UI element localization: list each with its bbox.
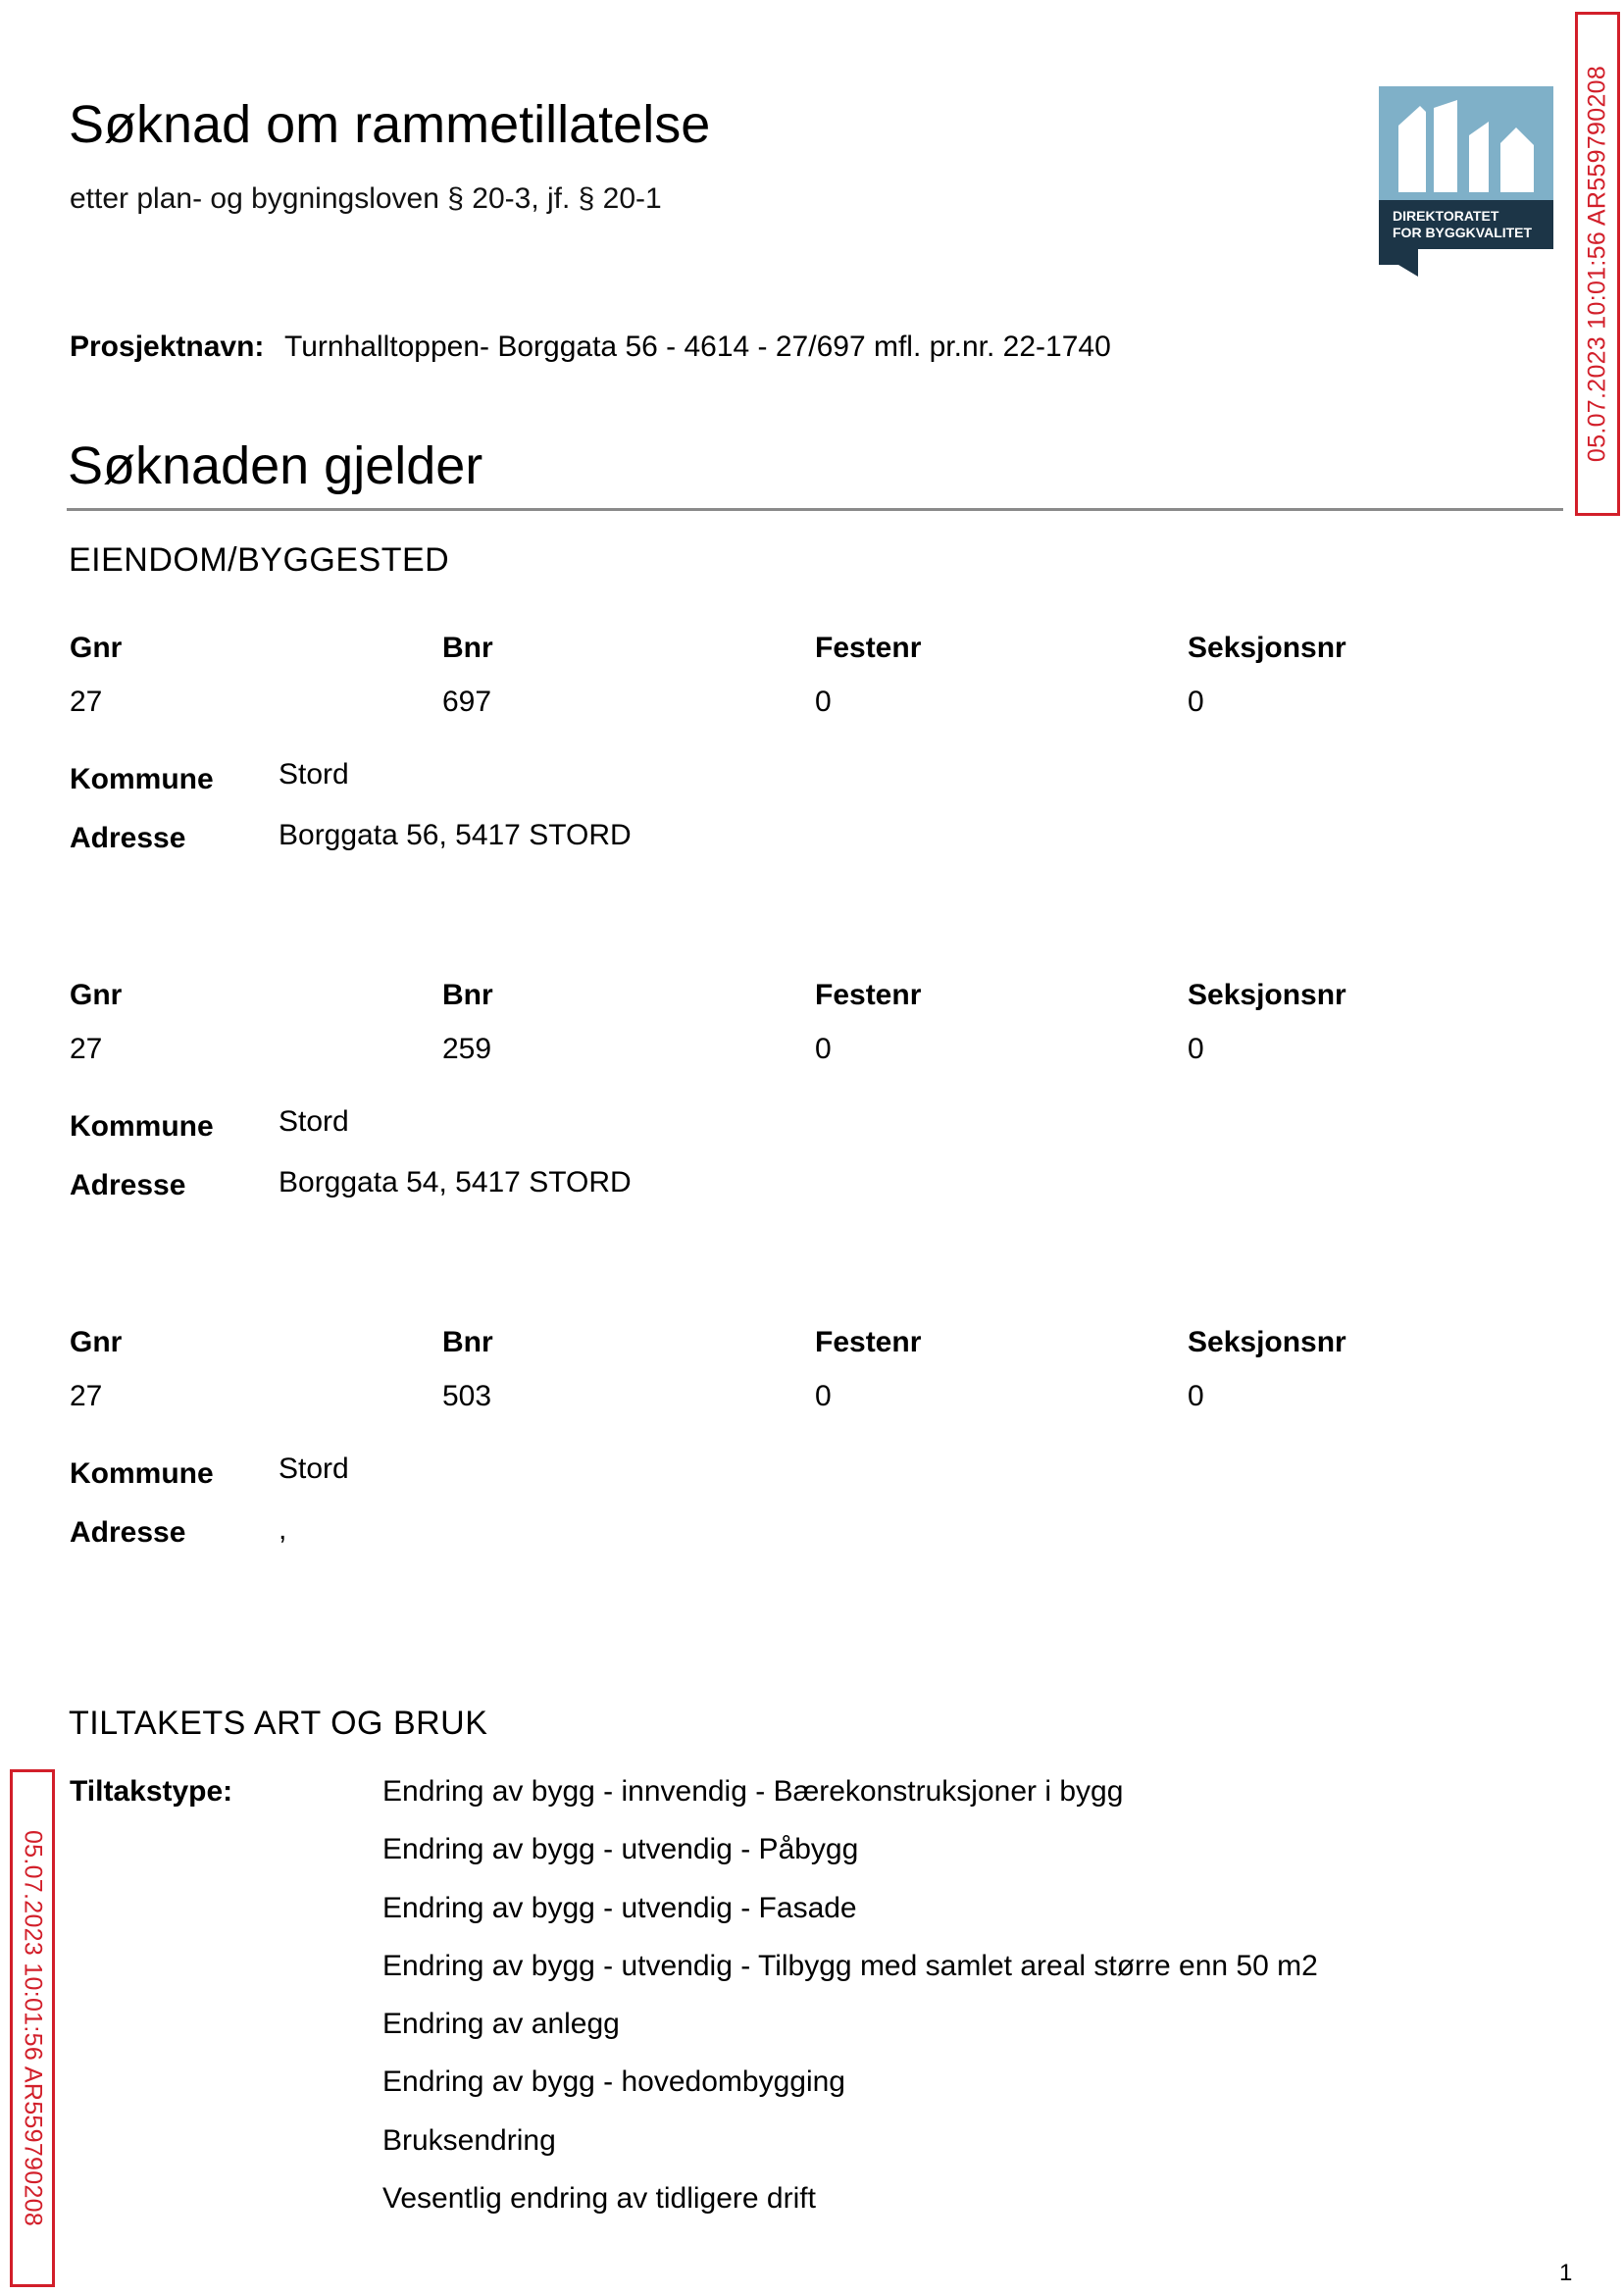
project-value: Turnhalltoppen- Borggata 56 - 4614 - 27/697 mfl. pr.nr. 22-1740 bbox=[284, 331, 1111, 363]
festenr-value: 0 bbox=[815, 1380, 832, 1412]
dibk-logo bbox=[1379, 86, 1553, 277]
kommune-value: Stord bbox=[279, 758, 349, 790]
tiltakstype-item: Endring av bygg - utvendig - Tilbygg med samlet areal større enn 50 m2 bbox=[382, 1949, 1318, 1982]
seksjonsnr-label: Seksjonsnr bbox=[1188, 632, 1346, 664]
seksjonsnr-value: 0 bbox=[1188, 686, 1204, 718]
gnr-label: Gnr bbox=[70, 632, 123, 664]
gnr-label: Gnr bbox=[70, 979, 123, 1011]
tiltakstype-item: Endring av bygg - hovedombygging bbox=[382, 2065, 845, 2099]
section-title: Søknaden gjelder bbox=[68, 436, 483, 495]
bnr-label: Bnr bbox=[442, 979, 493, 1011]
tiltak-heading: TILTAKETS ART OG BRUK bbox=[69, 1705, 488, 1742]
adresse-value: , bbox=[279, 1513, 287, 1546]
logo-text-line2: FOR BYGGKVALITET bbox=[1393, 225, 1533, 240]
bnr-value: 259 bbox=[442, 1033, 492, 1065]
adresse-label: Adresse bbox=[70, 822, 186, 854]
seksjonsnr-value: 0 bbox=[1188, 1380, 1204, 1412]
gnr-label: Gnr bbox=[70, 1326, 123, 1358]
festenr-label: Festenr bbox=[815, 1326, 922, 1358]
dibk-logo-graphic bbox=[1379, 86, 1553, 277]
tiltakstype-item: Bruksendring bbox=[382, 2123, 556, 2157]
festenr-label: Festenr bbox=[815, 632, 922, 664]
section-divider bbox=[67, 508, 1563, 511]
adresse-value: Borggata 54, 5417 STORD bbox=[279, 1166, 632, 1198]
seksjonsnr-label: Seksjonsnr bbox=[1188, 1326, 1346, 1358]
adresse-label: Adresse bbox=[70, 1516, 186, 1549]
bnr-label: Bnr bbox=[442, 632, 493, 664]
bnr-value: 697 bbox=[442, 686, 492, 718]
tiltakstype-item: Endring av bygg - utvendig - Påbygg bbox=[382, 1833, 859, 1866]
gnr-value: 27 bbox=[70, 1033, 103, 1065]
gnr-value: 27 bbox=[70, 1380, 103, 1412]
bnr-label: Bnr bbox=[442, 1326, 493, 1358]
festenr-value: 0 bbox=[815, 1033, 832, 1065]
archive-stamp-text: 05.07.2023 10:01:56 AR559790208 bbox=[19, 1829, 47, 2227]
tiltakstype-item: Vesentlig endring av tidligere drift bbox=[382, 2182, 816, 2216]
tiltakstype-item: Endring av bygg - innvendig - Bærekonstruksjoner i bygg bbox=[382, 1775, 1124, 1808]
gnr-value: 27 bbox=[70, 686, 103, 718]
adresse-value: Borggata 56, 5417 STORD bbox=[279, 819, 632, 851]
tiltakstype-label: Tiltakstype: bbox=[70, 1775, 233, 1808]
tiltakstype-item: Endring av anlegg bbox=[382, 2008, 620, 2041]
kommune-value: Stord bbox=[279, 1453, 349, 1485]
document-title: Søknad om rammetillatelse bbox=[69, 95, 711, 154]
kommune-label: Kommune bbox=[70, 1110, 214, 1143]
kommune-value: Stord bbox=[279, 1105, 349, 1138]
festenr-value: 0 bbox=[815, 686, 832, 718]
seksjonsnr-value: 0 bbox=[1188, 1033, 1204, 1065]
archive-stamp bbox=[10, 1769, 55, 2287]
tiltakstype-item: Endring av bygg - utvendig - Fasade bbox=[382, 1891, 857, 1924]
adresse-label: Adresse bbox=[70, 1169, 186, 1201]
archive-stamp bbox=[1575, 12, 1620, 516]
festenr-label: Festenr bbox=[815, 979, 922, 1011]
seksjonsnr-label: Seksjonsnr bbox=[1188, 979, 1346, 1011]
tiltakstype-list bbox=[382, 1775, 1318, 2240]
page-number: 1 bbox=[1559, 2260, 1573, 2286]
archive-stamp-text: 05.07.2023 10:01:56 AR559790208 bbox=[1583, 65, 1611, 463]
property-block bbox=[70, 632, 1541, 926]
bnr-value: 503 bbox=[442, 1380, 492, 1412]
kommune-label: Kommune bbox=[70, 1457, 214, 1490]
kommune-label: Kommune bbox=[70, 763, 214, 795]
property-block bbox=[70, 1326, 1541, 1620]
project-label: Prosjektnavn: bbox=[70, 331, 265, 363]
eiendom-heading: EIENDOM/BYGGESTED bbox=[69, 541, 450, 579]
logo-text-line1: DIREKTORATET bbox=[1393, 208, 1499, 224]
document-subtitle: etter plan- og bygningsloven § 20-3, jf. § 20-1 bbox=[70, 182, 662, 215]
property-block bbox=[70, 979, 1541, 1273]
project-row bbox=[70, 331, 1111, 364]
